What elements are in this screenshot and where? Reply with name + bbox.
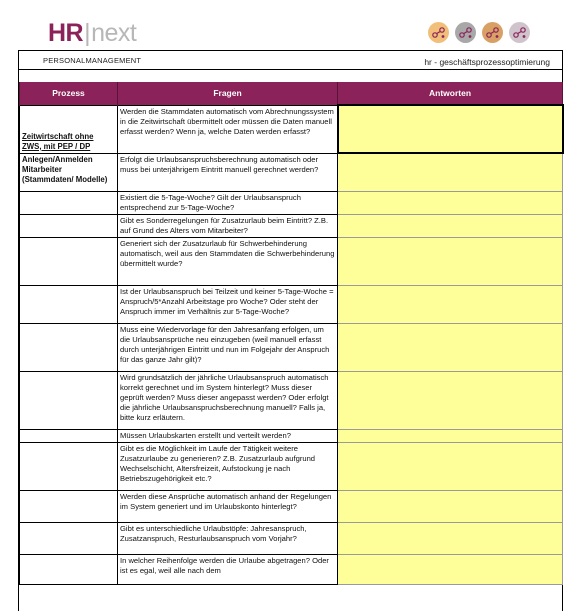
- column-header-prozess: Prozess: [20, 82, 118, 105]
- antwort-cell[interactable]: [338, 554, 563, 584]
- table-row: [20, 105, 563, 153]
- network-icon[interactable]: [509, 22, 530, 43]
- antwort-cell[interactable]: [338, 522, 563, 554]
- frage-cell: Ist der Urlaubsanspruch bei Teilzeit und keiner 5-Tage-Woche = Anspruch/5*Anzahl Arbeitstage pro Woche? Oder steht der Anspruch immer im Verhältnis zur 5-Tage-Woche?: [118, 285, 338, 323]
- prozess-cell: [20, 191, 118, 214]
- header-divider: [19, 69, 562, 70]
- network-icon[interactable]: [455, 22, 476, 43]
- logo-hr: HR: [48, 19, 84, 47]
- prozess-cell: [20, 237, 118, 285]
- antwort-cell[interactable]: [338, 105, 563, 153]
- antwort-cell[interactable]: [338, 153, 563, 191]
- network-icon[interactable]: [428, 22, 449, 43]
- antwort-cell[interactable]: [338, 371, 563, 429]
- logo: [48, 20, 136, 46]
- prozess-cell: [20, 442, 118, 490]
- frage-cell: Muss eine Wiedervorlage für den Jahresanfang erfolgen, um die Urlaubsansprüche neu einzugeben (weil manuell erfasst durch unterjährigen Eintritt und nun im Folgejahr der Anspruch für das ganze Jahr gilt)?: [118, 323, 338, 371]
- prozess-cell: [20, 285, 118, 323]
- frage-cell: Existiert die 5-Tage-Woche? Gilt der Urlaubsanspruch entsprechend zur 5-Tage-Woche?: [118, 191, 338, 214]
- antwort-cell[interactable]: [338, 429, 563, 442]
- frage-cell: Müssen Urlaubskarten erstellt und verteilt werden?: [118, 429, 338, 442]
- table-row: [20, 285, 563, 323]
- table-header-row: [20, 82, 563, 105]
- prozess-cell: [20, 490, 118, 522]
- table-row: [20, 522, 563, 554]
- antwort-cell[interactable]: [338, 214, 563, 237]
- table-row: [20, 554, 563, 584]
- table-row: [20, 490, 563, 522]
- prozess-cell: [20, 554, 118, 584]
- column-header-fragen: Fragen: [118, 82, 338, 105]
- prozess-cell: [20, 105, 118, 153]
- table-row: [20, 429, 563, 442]
- section-label: Zeitwirtschaft ohne ZWS, mit PEP / DP: [22, 131, 94, 151]
- table-row: [20, 237, 563, 285]
- prozess-cell: [20, 371, 118, 429]
- logo-next: next: [91, 19, 137, 47]
- frage-cell: Generiert sich der Zusatzurlaub für Schwerbehinderung automatisch, weil aus den Stammdaten die Schwerbehinderung übermittelt wurde?: [118, 237, 338, 285]
- column-header-antworten: Antworten: [338, 82, 563, 105]
- table-row: [20, 442, 563, 490]
- frage-cell: Werden die Stammdaten automatisch vom Abrechnungssystem in die Zeitwirtschaft übermittelt oder müssen die Daten manuell erfasst werden? Wenn ja, welche Daten werden erfasst?: [118, 105, 338, 153]
- icon-group: [428, 22, 530, 43]
- prozess-cell: [20, 429, 118, 442]
- frage-cell: Gibt es unterschiedliche Urlaubstöpfe: Jahresanspruch, Zusatzanspruch, Resturlaubsanspruch vom Vorjahr?: [118, 522, 338, 554]
- antwort-cell[interactable]: [338, 323, 563, 371]
- antwort-cell[interactable]: [338, 285, 563, 323]
- network-icon[interactable]: [482, 22, 503, 43]
- antwort-cell[interactable]: [338, 237, 563, 285]
- questionnaire-table: [19, 82, 564, 585]
- header-left: PERSONALMANAGEMENT: [43, 56, 142, 65]
- frage-cell: Wird grundsätzlich der jährliche Urlaubsanspruch automatisch korrekt gerechnet und im System hinterlegt? Muss dieser geprüft werden? Muss dieser angepasst werden? Oder erfolgt die jährliche Urlaubsanspruchsberechnung manuell? Falls ja, bitte kurz erläutern.: [118, 371, 338, 429]
- prozess-cell: Anlegen/Anmelden Mitarbeiter (Stammdaten/ Modelle): [20, 153, 118, 191]
- logo-bar: |: [84, 19, 91, 47]
- spreadsheet: [18, 50, 563, 611]
- frage-cell: Erfolgt die Urlaubsanspruchsberechnung automatisch oder muss bei unterjährigem Eintritt manuell gerechnet werden?: [118, 153, 338, 191]
- table-row: [20, 153, 563, 191]
- prozess-cell: [20, 214, 118, 237]
- header-right: hr - geschäftsprozessoptimierung: [424, 57, 550, 67]
- antwort-cell[interactable]: [338, 442, 563, 490]
- table-row: [20, 214, 563, 237]
- frage-cell: Gibt es Sonderregelungen für Zusatzurlaub beim Eintritt? Z.B. auf Grund des Alters vom Mitarbeiter?: [118, 214, 338, 237]
- frage-cell: Werden diese Ansprüche automatisch anhand der Regelungen im System generiert und im Urlaubskonto hinterlegt?: [118, 490, 338, 522]
- table-row: [20, 323, 563, 371]
- frage-cell: In welcher Reihenfolge werden die Urlaube abgetragen? Oder ist es egal, weil alle nach dem: [118, 554, 338, 584]
- prozess-cell: [20, 323, 118, 371]
- table-row: [20, 371, 563, 429]
- table-row: [20, 191, 563, 214]
- frage-cell: Gibt es die Möglichkeit im Laufe der Tätigkeit weitere Zusatzurlaube zu generieren? Z.B. Zusatzurlaub aufgrund Wechselschicht, Altersfreizeit, Aufstockung je nach Betriebszugehörigkeit etc.?: [118, 442, 338, 490]
- antwort-cell[interactable]: [338, 191, 563, 214]
- antwort-cell[interactable]: [338, 490, 563, 522]
- prozess-cell: [20, 522, 118, 554]
